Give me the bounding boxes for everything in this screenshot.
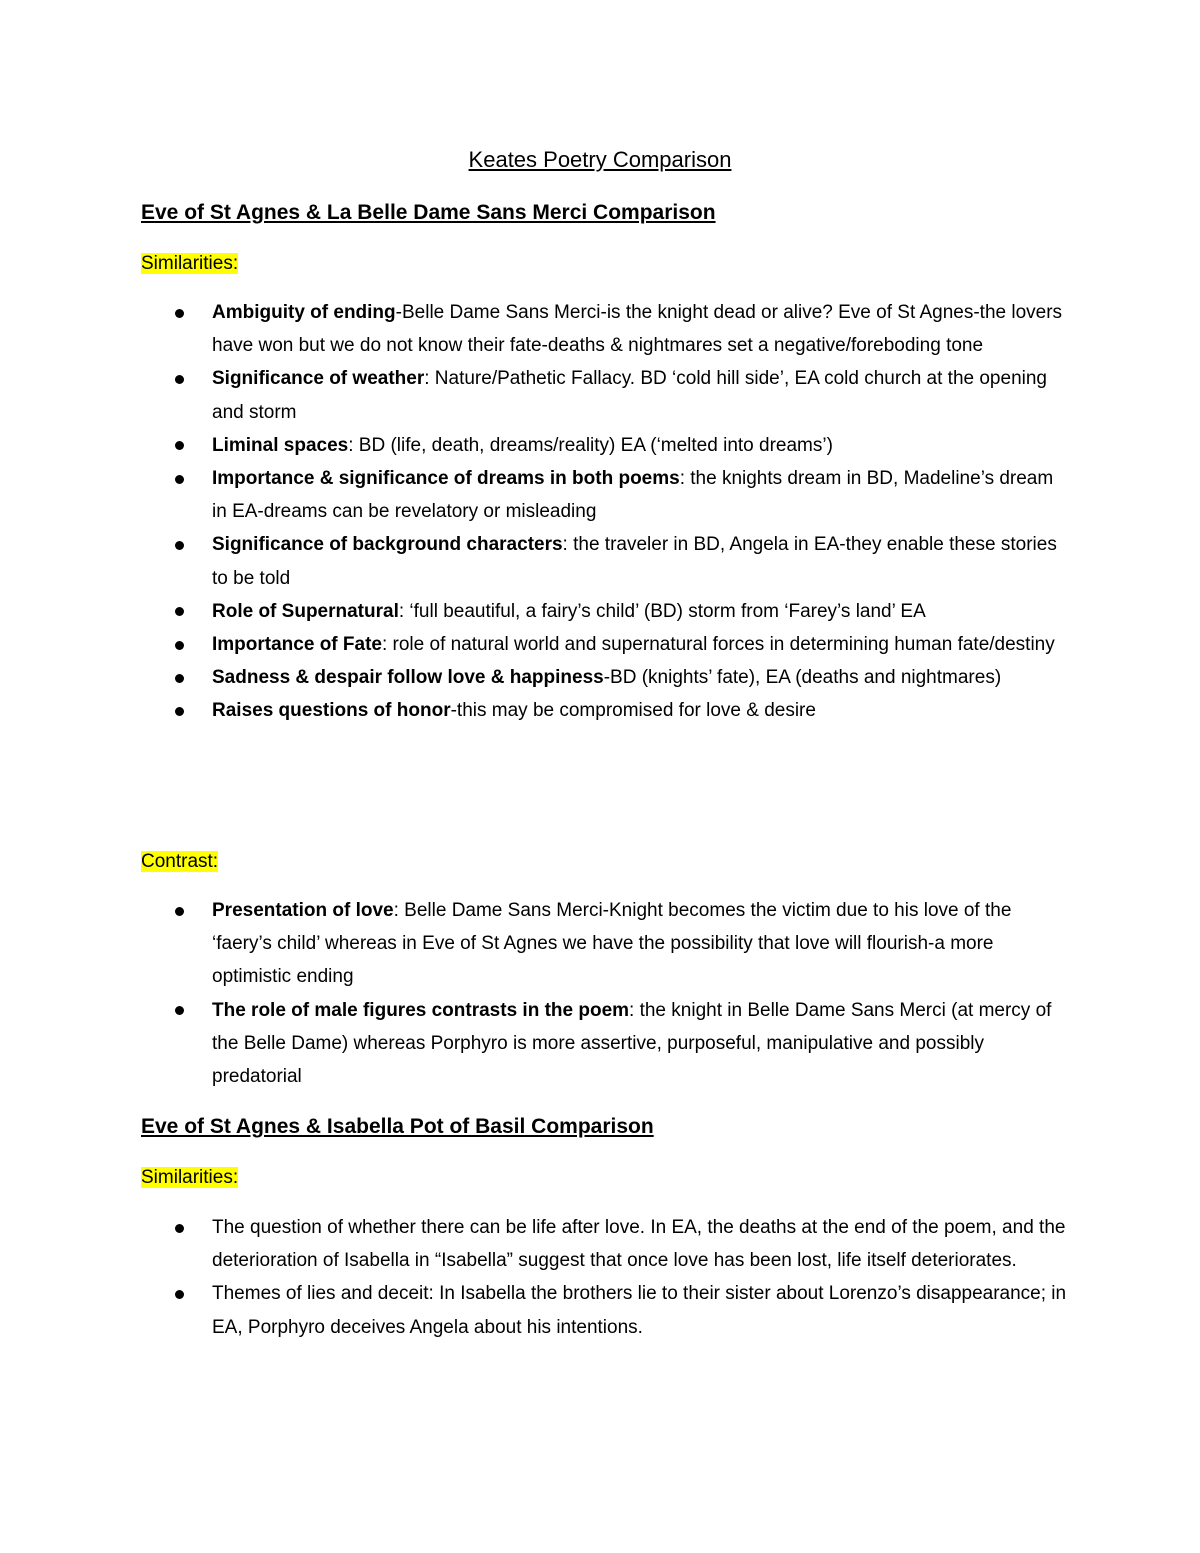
highlighted-label: Similarities: [141,1167,239,1188]
item-keyword: Ambiguity of ending [212,302,396,323]
bullet-icon [175,309,184,318]
item-keyword: Sadness & despair follow love & happiness [212,667,604,689]
item-keyword: Importance of Fate [212,634,382,656]
similarities-list [141,1211,1071,1344]
list-item [141,362,1071,428]
item-keyword: Raises questions of honor [212,700,451,722]
bullet-icon [175,375,184,384]
item-text: : the knight in Belle Dame Sans Merci (at mercy of the Belle Dame) whereas Porphyro is more assertive, purposeful, manipulative and possibly predatorial [212,999,1052,1088]
bullet-icon [175,475,184,484]
item-text: -BD (knights’ fate), EA (deaths and nightmares) [603,667,1002,689]
similarities-label [141,251,238,277]
list-item [141,894,1071,994]
bullet-icon [175,674,184,683]
item-keyword: Importance & significance of dreams in both poems [212,468,680,490]
item-text: : Belle Dame Sans Merci-Knight becomes the victim due to his love of the ‘faery’s child’ whereas in Eve of St Agnes we have the possibility that love will flourish-a more optimistic ending [212,900,1012,988]
list-item [141,1211,1071,1277]
item-keyword: Liminal spaces [212,434,349,456]
list-item [141,528,1071,594]
item-text: -this may be compromised for love & desire [450,700,816,722]
highlighted-label: Similarities: [141,253,239,274]
item-text: : Nature/Pathetic Fallacy. BD ‘cold hill side’, EA cold church at the opening and storm [212,368,1047,423]
section-heading-belle-dame: Eve of St Agnes & La Belle Dame Sans Merci Comparison [141,201,716,224]
list-item [141,429,1071,462]
item-text: : the traveler in BD, Angela in EA-they enable these stories to be told [212,534,1057,589]
item-text: : role of natural world and supernatural forces in determining human fate/destiny [381,634,1055,656]
item-keyword: Significance of weather [212,368,425,390]
similarities-list [141,296,1071,728]
item-keyword: Role of Supernatural [212,600,399,622]
item-text: : BD (life, death, dreams/reality) EA (‘melted into dreams’) [348,434,833,456]
contrast-list [141,894,1071,1093]
list-item [141,694,1071,727]
item-text: The question of whether there can be life after love. In EA, the deaths at the end of the poem, and the deterioration of Isabella in “Isabella” suggest that once love has been lost, life itself deteriorates. [212,1217,1066,1272]
bullet-icon [175,641,184,650]
bullet-icon [175,1224,184,1233]
bullet-icon [175,707,184,716]
section-heading-isabella: Eve of St Agnes & Isabella Pot of Basil Comparison [141,1115,654,1138]
list-item [141,1277,1071,1343]
highlighted-label: Contrast: [141,851,219,872]
document-title: Keates Poetry Comparison [468,147,732,172]
bullet-icon [175,907,184,916]
item-text: Themes of lies and deceit: In Isabella the brothers lie to their sister about Lorenzo’s disappearance; in EA, Porphyro deceives Angela about his intentions. [212,1283,1067,1338]
item-text: : the knights dream in BD, Madeline’s dream in EA-dreams can be revelatory or misleading [212,468,1054,523]
list-item [141,595,1071,628]
item-keyword: Significance of background characters [212,534,563,556]
item-keyword: Presentation of love [212,900,394,921]
item-keyword: The role of male figures contrasts in the poem [212,999,630,1021]
list-item [141,994,1071,1094]
similarities-label [141,1165,238,1191]
list-item [141,296,1071,362]
contrast-label [141,849,218,875]
bullet-icon [175,1290,184,1299]
bullet-icon [175,607,184,616]
list-item [141,661,1071,694]
bullet-icon [175,1006,184,1015]
list-item [141,628,1071,661]
item-text: : ‘full beautiful, a fairy’s child’ (BD) storm from ‘Farey’s land’ EA [398,600,926,622]
bullet-icon [175,441,184,450]
list-item [141,462,1071,528]
bullet-icon [175,541,184,550]
item-text: -Belle Dame Sans Merci-is the knight dead or alive? Eve of St Agnes-the lovers have won but we do not know their fate-deaths & nightmares set a negative/foreboding tone [212,302,1063,357]
